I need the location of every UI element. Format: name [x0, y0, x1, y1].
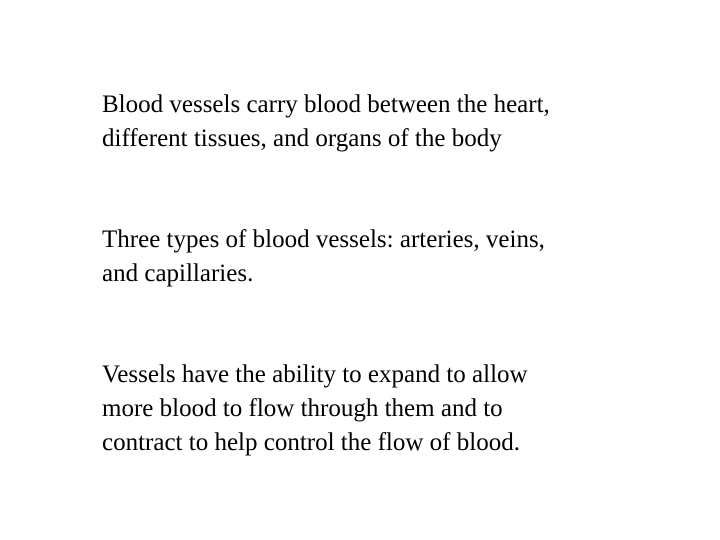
text-line: more blood to flow through them and to	[102, 395, 503, 422]
text-line: contract to help control the flow of blood.	[102, 429, 520, 456]
text-line: Three types of blood vessels: arteries, veins,	[102, 226, 545, 253]
paragraph-blood-vessels-function	[102, 88, 622, 156]
paragraph-vessel-expansion	[102, 358, 622, 460]
text-line: different tissues, and organs of the body	[102, 125, 502, 152]
paragraph-vessel-types	[102, 223, 622, 291]
text-line: Blood vessels carry blood between the heart,	[102, 91, 550, 118]
text-line: and capillaries.	[102, 260, 254, 287]
text-line: Vessels have the ability to expand to allow	[102, 361, 528, 388]
